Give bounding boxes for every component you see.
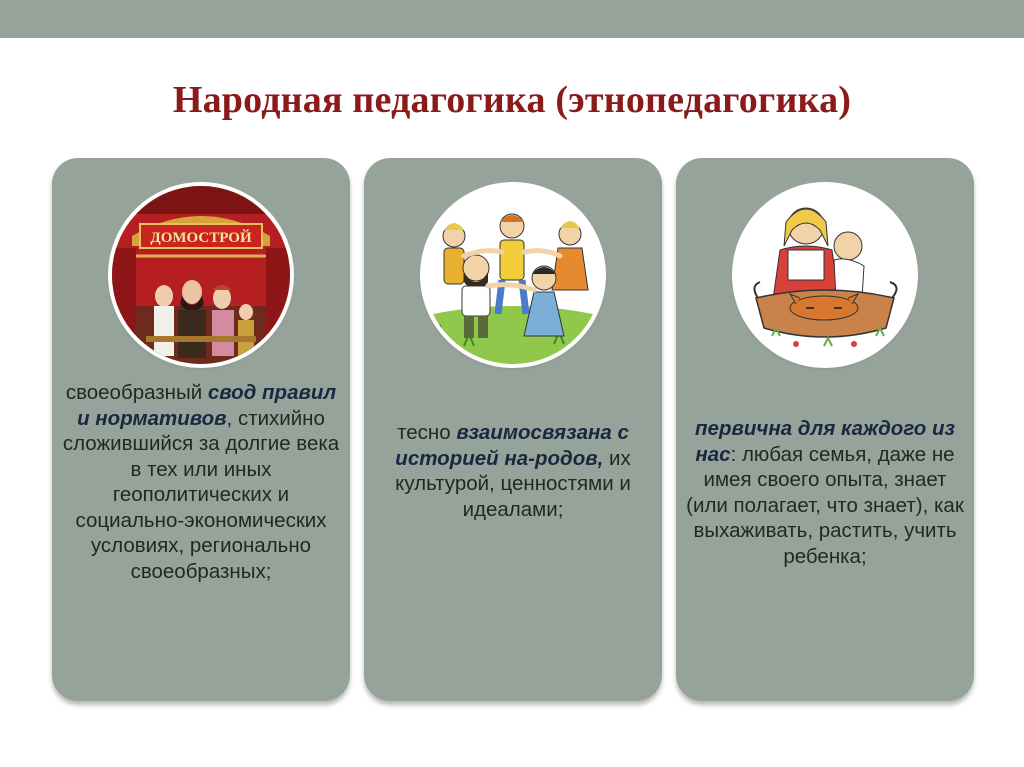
card-text-plain: , стихийно сложившийся за долгие века в тех или иных геополитических и социально-экономических условиях, регионально своеобразных; [62,406,340,583]
card-text-plain: своеобразный [65,381,208,404]
card-text [374,420,652,522]
card-text-emphasis: свод правил и нормативов [77,381,337,430]
card-history [364,158,662,701]
domostroy-book-cover-icon [112,186,290,364]
children-dancing-circle-icon [424,186,602,364]
card-text-plain: тесно [397,421,457,444]
card-family [676,158,974,701]
mother-child-cradle-icon [736,186,914,364]
cover-title-text: ДОМОСТРОЙ [150,230,252,246]
card-text [62,380,340,584]
card-text-plain: их культурой, ценностями и идеалами; [395,446,631,521]
slide-title: Народная педагогика (этнопедагогика) [172,79,852,121]
card-text-emphasis: первична для каждого из нас [695,417,955,466]
card-text-emphasis: взаимосвязана с историей на-родов, [395,421,629,470]
card-text [686,416,964,569]
card-domostroy [52,158,350,701]
top-bar [0,0,1024,38]
card-text-plain: : любая семья, даже не имея своего опыта, знает (или полагает, что знает), как выхаживать, растить, учить ребенка; [686,442,964,568]
